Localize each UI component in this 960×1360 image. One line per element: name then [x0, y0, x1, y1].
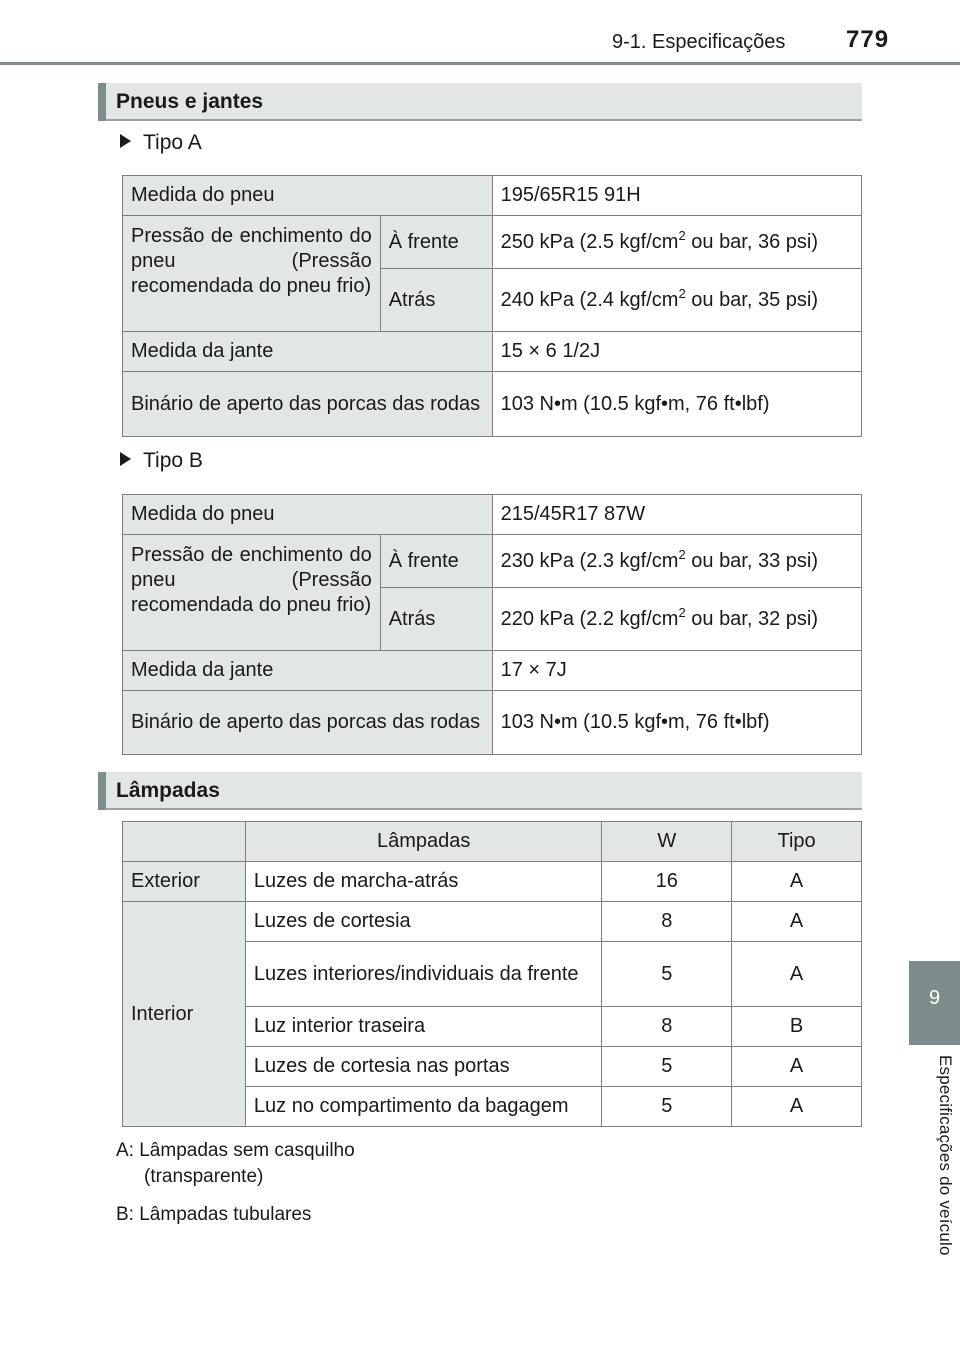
- table-row: [123, 176, 862, 216]
- tipo-a-table: [122, 175, 862, 437]
- heading-title: Pneus e jantes: [116, 90, 264, 113]
- torque-value: 103 N•m (10.5 kgf•m, 76 ft•lbf): [492, 691, 861, 755]
- section-heading-pneus: [98, 83, 862, 121]
- table-row: [123, 535, 862, 588]
- tire-size-value: 215/45R17 87W: [492, 495, 861, 535]
- note-a-line2: (transparente): [144, 1166, 264, 1187]
- rim-value: 17 × 7J: [492, 651, 861, 691]
- tipo-a-label: Tipo A: [120, 131, 202, 155]
- table-row: [123, 216, 862, 269]
- header-w: W: [602, 822, 732, 862]
- table-row: [123, 902, 862, 942]
- chapter-label: Especificações do veículo: [936, 1055, 955, 1256]
- triangle-bullet-icon: [120, 134, 131, 148]
- header-empty: [123, 822, 246, 862]
- torque-label: Binário de aperto das porcas das rodas: [123, 691, 493, 755]
- rear-pressure-value: 220 kPa (2.2 kgf/$cm^2$ ou bar, 32 psi): [492, 588, 861, 651]
- tipo-b-table: [122, 494, 862, 755]
- table-row: [123, 691, 862, 755]
- triangle-bullet-icon: [120, 452, 131, 466]
- tire-size-label: Medida do pneu: [123, 495, 493, 535]
- lamp-name: Luzes interiores/individuais da frente: [245, 942, 602, 1007]
- front-label: À frente: [380, 535, 492, 588]
- tire-size-label: Medida do pneu: [123, 176, 493, 216]
- rear-label: Atrás: [380, 269, 492, 332]
- heading-bar: [98, 83, 106, 121]
- lamp-tipo: A: [732, 862, 862, 902]
- lamp-tipo: A: [732, 942, 862, 1007]
- page-header: [0, 0, 960, 70]
- lamp-w: 8: [602, 902, 732, 942]
- tire-size-value: 195/65R15 91H: [492, 176, 861, 216]
- pressure-label: Pressão de enchimento do pneu (Pressão recomendada do pneu frio): [123, 535, 381, 651]
- group-interior: Interior: [123, 902, 246, 1127]
- rim-value: 15 × 6 1/2J: [492, 332, 861, 372]
- lamp-w: 5: [602, 1087, 732, 1127]
- lamp-tipo: A: [732, 902, 862, 942]
- lamp-w: 16: [602, 862, 732, 902]
- lamp-name: Luz no compartimento da bagagem: [245, 1087, 602, 1127]
- torque-value: 103 N•m (10.5 kgf•m, 76 ft•lbf): [492, 372, 861, 437]
- lamp-tipo: A: [732, 1087, 862, 1127]
- rear-pressure-value: 240 kPa (2.4 kgf/$cm^2$ ou bar, 35 psi): [492, 269, 861, 332]
- pressure-label: Pressão de enchimento do pneu (Pressão recomendada do pneu frio): [123, 216, 381, 332]
- table-row: [123, 372, 862, 437]
- chapter-tab[interactable]: [909, 961, 960, 1045]
- header-lampadas: Lâmpadas: [245, 822, 602, 862]
- tipo-b-label: Tipo B: [120, 449, 203, 473]
- header-tipo: Tipo: [732, 822, 862, 862]
- front-label: À frente: [380, 216, 492, 269]
- lamp-name: Luz interior traseira: [245, 1007, 602, 1047]
- torque-label: Binário de aperto das porcas das rodas: [123, 372, 493, 437]
- table-row: [123, 332, 862, 372]
- lamp-w: 8: [602, 1007, 732, 1047]
- lamp-name: Luzes de cortesia: [245, 902, 602, 942]
- table-row: [123, 862, 862, 902]
- header-rule: [0, 62, 960, 65]
- chapter-number: 9: [928, 987, 941, 1009]
- lamp-w: 5: [602, 1047, 732, 1087]
- front-pressure-value: 230 kPa (2.3 kgf/$cm^2$ ou bar, 33 psi): [492, 535, 861, 588]
- group-exterior: Exterior: [123, 862, 246, 902]
- lamp-name: Luzes de marcha-atrás: [245, 862, 602, 902]
- table-header-row: [123, 822, 862, 862]
- page-number: 779: [846, 26, 890, 53]
- table-row: [123, 495, 862, 535]
- note-a-line1: A: Lâmpadas sem casquilho: [116, 1140, 355, 1161]
- rim-label: Medida da jante: [123, 332, 493, 372]
- heading-bar: [98, 772, 106, 810]
- lampadas-table: [122, 821, 862, 1127]
- section-title: 9-1. Especificações: [612, 31, 786, 53]
- lamp-tipo: B: [732, 1007, 862, 1047]
- lamp-name: Luzes de cortesia nas portas: [245, 1047, 602, 1087]
- lamp-tipo: A: [732, 1047, 862, 1087]
- heading-title: Lâmpadas: [116, 779, 220, 802]
- section-heading-lampadas: [98, 772, 862, 810]
- front-pressure-value: 250 kPa (2.5 kgf/$cm^2$ ou bar, 36 psi): [492, 216, 861, 269]
- rim-label: Medida da jante: [123, 651, 493, 691]
- note-a: [116, 1140, 355, 1188]
- rear-label: Atrás: [380, 588, 492, 651]
- table-row: [123, 651, 862, 691]
- note-b: B: Lâmpadas tubulares: [116, 1204, 312, 1225]
- lamp-w: 5: [602, 942, 732, 1007]
